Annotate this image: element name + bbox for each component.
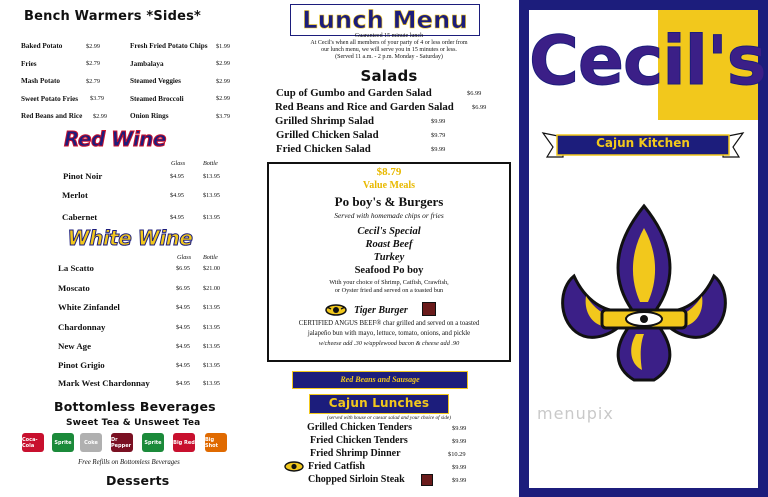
- white-wine-bottle: $13.95: [203, 324, 221, 331]
- side-item-price: $2.99: [86, 42, 100, 50]
- red-wine-bottle-header: Bottle: [203, 160, 218, 167]
- tagline: Cajun Kitchen: [596, 136, 690, 150]
- red-wine-name: Pinot Noir: [63, 171, 103, 181]
- white-wine-glass: $6.95: [176, 285, 190, 292]
- red-wine-glass: $4.95: [170, 173, 184, 180]
- soda-can-icon: Coca-Cola: [22, 433, 44, 452]
- fleur-de-lis-icon: [544, 198, 744, 398]
- white-wine-glass: $4.95: [176, 343, 190, 350]
- cajun-item-price: $10.29: [448, 451, 466, 458]
- lunch-info-line2: our lunch menu, we will serve you in 15 minutes or less.: [321, 47, 457, 53]
- soda-can-icon: Dr Pepper: [111, 433, 133, 452]
- white-wine-glass: $4.95: [176, 380, 190, 387]
- side-item-price: $2.99: [216, 60, 230, 67]
- po-boy-item: Cecil's Special: [357, 226, 421, 237]
- side-item-name: Jambalaya: [130, 59, 164, 68]
- side-item-price: $2.99: [216, 77, 230, 85]
- white-wine-glass-header: Glass: [177, 254, 192, 261]
- po-boy-item: Roast Beef: [365, 239, 413, 250]
- side-item-price: $3.79: [90, 95, 104, 102]
- soda-can-icon: Sprite: [52, 433, 74, 452]
- white-wine-bottle: $13.95: [203, 380, 221, 387]
- salad-name: Grilled Shrimp Salad: [275, 115, 374, 127]
- side-item-price: $3.79: [216, 112, 230, 120]
- lunch-info-line3: (Served 11 a.m. - 2 p.m. Monday - Saturday): [335, 54, 443, 60]
- salad-price: $9.99: [431, 146, 446, 153]
- red-wine-bottle: $13.95: [203, 173, 221, 180]
- side-item-name: Steamed Broccoli: [130, 94, 184, 103]
- value-price: $8.79: [376, 166, 402, 178]
- white-wine-name: White Zinfandel: [58, 302, 120, 312]
- desserts-title: Desserts: [106, 473, 170, 488]
- brand-name: Cecil's: [529, 22, 767, 101]
- white-wine-name: La Scatto: [58, 263, 94, 273]
- po-boys-heading: Po boy's & Burgers: [334, 194, 444, 209]
- white-wine-title: White Wine: [67, 226, 193, 250]
- white-wine-glass: $4.95: [176, 362, 190, 369]
- lunch-info-line1: At Cecil's when all members of your party of 4 or less order from: [310, 40, 468, 46]
- white-wine-bottle: $13.95: [203, 343, 221, 350]
- side-item-price: $2.99: [93, 112, 107, 120]
- side-item-price: $1.99: [216, 42, 230, 50]
- red-wine-bottle: $13.95: [203, 214, 221, 221]
- white-wine-name: Pinot Grigio: [58, 360, 105, 370]
- tiger-eye-small-icon: [284, 459, 304, 470]
- seafood-desc-line2: or Oyster fried and served on a toasted bun: [334, 287, 444, 294]
- red-wine-title: Red Wine: [64, 127, 166, 151]
- salad-price: $9.79: [431, 132, 446, 139]
- cajun-lunches-title: Cajun Lunches: [328, 396, 430, 410]
- value-title: Value Meals: [362, 180, 416, 191]
- seafood-desc-line1: With your choice of Shrimp, Catfish, Crawfish,: [329, 279, 449, 286]
- white-wine-name: New Age: [58, 341, 91, 351]
- red-wine-glass: $4.95: [170, 214, 184, 221]
- white-wine-bottle: $21.00: [203, 285, 221, 292]
- cajun-item-name: Chopped Sirloin Steak: [308, 474, 405, 485]
- cajun-item-name: Grilled Chicken Tenders: [307, 422, 413, 433]
- tiger-desc-line1: CERTIFIED ANGUS BEEF® char grilled and served on a toasted: [298, 320, 480, 327]
- served-with-note: Served with homemade chips or fries: [334, 211, 444, 220]
- salad-name: Fried Chicken Salad: [276, 143, 371, 155]
- white-wine-name: Moscato: [58, 283, 90, 293]
- side-item-price: $2.79: [86, 60, 100, 67]
- red-wine-glass-header: Glass: [171, 160, 186, 167]
- soda-can-icon: Big Shot: [205, 433, 227, 452]
- side-item-name: Baked Potato: [21, 42, 63, 50]
- white-wine-glass: $4.95: [176, 324, 190, 331]
- side-item-price: $2.79: [86, 77, 100, 85]
- red-wine-name: Merlot: [62, 190, 88, 200]
- salad-name: Grilled Chicken Salad: [276, 129, 379, 141]
- red-wine-name: Cabernet: [62, 212, 98, 222]
- beverages-title: Bottomless Beverages: [54, 399, 216, 414]
- tiger-desc-line2: jalapeño bun with mayo, lettuce, tomato, onions, and pickle: [307, 330, 471, 337]
- white-wine-bottle-header: Bottle: [203, 254, 218, 261]
- cajun-item-name: Fried Shrimp Dinner: [310, 448, 401, 459]
- white-wine-name: Chardonnay: [58, 322, 106, 332]
- cajun-served-note: (served with house or caesar salad and your choice of side): [327, 415, 451, 421]
- salads-title: Salads: [360, 67, 418, 85]
- cajun-item-price: $9.99: [452, 438, 467, 445]
- salad-name: Cup of Gumbo and Garden Salad: [276, 87, 432, 99]
- side-item-name: Fries: [21, 59, 37, 68]
- side-item-name: Onion Rings: [130, 112, 169, 120]
- salad-price: $9.99: [431, 118, 446, 125]
- brand-cover-panel: [519, 0, 768, 497]
- cajun-item-price: $9.99: [452, 464, 467, 471]
- lunch-menu-title: Lunch Menu: [302, 6, 468, 34]
- soda-can-icon: Big Red: [173, 433, 195, 452]
- soda-can-icon: Sprite: [142, 433, 164, 452]
- beverages-subtitle: Sweet Tea & Unsweet Tea: [66, 418, 201, 428]
- side-item-name: Steamed Veggies: [130, 77, 181, 85]
- side-item-price: $2.99: [216, 95, 230, 102]
- seafood-po-boy: Seafood Po boy: [354, 265, 424, 276]
- cajun-item-price: $9.99: [452, 477, 467, 484]
- tiger-desc-line3: w/cheese add .30 w/applewood bacon & cheese add .90: [318, 340, 460, 347]
- lunch-guarantee: Guaranteed 15 minute lunch: [354, 33, 424, 39]
- red-beans-bar-label: Red Beans and Sausage: [340, 375, 420, 384]
- side-item-name: Fresh Fried Potato Chips: [130, 42, 208, 50]
- white-wine-name: Mark West Chardonnay: [58, 378, 150, 388]
- white-wine-bottle: $13.95: [203, 304, 221, 311]
- red-wine-glass: $4.95: [170, 192, 184, 199]
- white-wine-bottle: $21.00: [203, 265, 221, 272]
- side-item-name: Mash Potato: [21, 77, 60, 85]
- cajun-item-price: $9.99: [452, 425, 467, 432]
- white-wine-glass: $4.95: [176, 304, 190, 311]
- angus-beef-logo-icon: [422, 302, 436, 316]
- watermark: menupix: [537, 404, 614, 423]
- side-item-name: Sweet Potato Fries: [21, 94, 79, 103]
- salad-name: Red Beans and Rice and Garden Salad: [275, 101, 454, 113]
- angus-beef-small-icon: [421, 474, 433, 486]
- tiger-burger: Tiger Burger: [354, 305, 408, 316]
- sides-title: Bench Warmers *Sides*: [24, 9, 202, 24]
- salad-price: $6.99: [467, 90, 482, 97]
- white-wine-bottle: $13.95: [203, 362, 221, 369]
- salad-price: $6.99: [472, 104, 487, 111]
- po-boy-item: Turkey: [373, 252, 405, 263]
- cajun-item-name: Fried Catfish: [308, 461, 365, 472]
- refills-note: Free Refills on Bottomless Beverages: [78, 459, 180, 466]
- cajun-item-name: Fried Chicken Tenders: [310, 435, 408, 446]
- red-wine-bottle: $13.95: [203, 192, 221, 199]
- side-item-name: Red Beans and Rice: [21, 112, 83, 120]
- white-wine-glass: $6.95: [176, 265, 190, 272]
- lunch-menu-panel: [262, 0, 516, 497]
- tiger-eye-icon: [325, 303, 347, 315]
- soda-can-icon: Coke: [80, 433, 102, 452]
- sides-and-drinks-panel: [0, 0, 258, 497]
